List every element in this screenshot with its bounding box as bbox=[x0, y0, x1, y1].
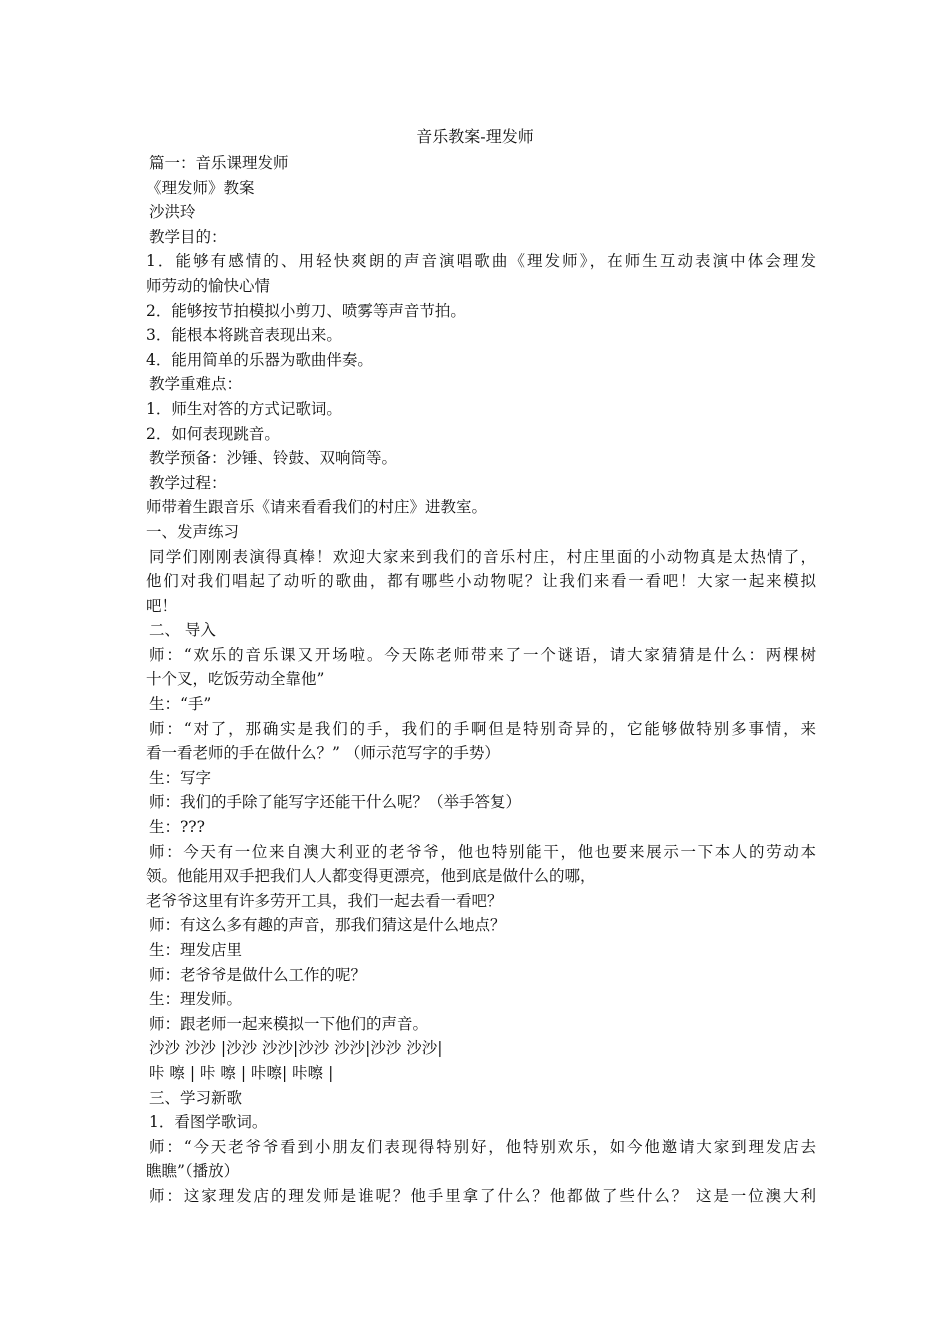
paragraph-line: 教学预备：沙锤、铃鼓、双响筒等。 bbox=[149, 449, 398, 468]
paragraph-line: 师：“对了，那确实是我们的手，我们的手啊但是特别奇异的，它能够做特别多事情，来 bbox=[149, 719, 816, 738]
paragraph-line: 师：老爷爷是做什么工作的呢？ bbox=[149, 965, 367, 984]
paragraph-line: 师带着生跟音乐《请来看看我们的村庄》进教室。 bbox=[146, 498, 488, 517]
paragraph-line: 师：我们的手除了能写字还能干什么呢？（举手答复） bbox=[149, 793, 522, 812]
paragraph-line: 生：理发师。 bbox=[149, 990, 243, 1009]
paragraph-line: 三、学习新歌 bbox=[149, 1088, 243, 1107]
paragraph-line: 教学目的： bbox=[149, 227, 227, 246]
paragraph-line: 生：理发店里 bbox=[149, 941, 243, 959]
paragraph-line: 咔 嚓 | 咔 嚓 | 咔嚓| 咔嚓 | bbox=[149, 1063, 334, 1082]
paragraph-line: 师：今天有一位来自澳大利亚的老爷爷，他也特别能干，他也要来展示一下本人的劳动本 bbox=[149, 842, 816, 861]
paragraph-line: 师劳动的愉快心情 bbox=[146, 276, 271, 295]
paragraph-line: 师：跟老师一起来模拟一下他们的声音。 bbox=[149, 1014, 429, 1033]
paragraph-line: 教学重难点： bbox=[149, 375, 243, 394]
paragraph-line: 老爷爷这里有许多劳开工具，我们一起去看一看吧？ bbox=[146, 891, 503, 910]
paragraph-line: 十个叉，吃饭劳动全靠他” bbox=[146, 670, 325, 689]
paragraph-line: 1．能够有感情的、用轻快爽朗的声音演唱歌曲《理发师》，在师生互动表演中体会理发 bbox=[146, 252, 816, 271]
paragraph-line: 1．看图学歌词。 bbox=[149, 1113, 268, 1132]
paragraph-line: 4．能用简单的乐器为歌曲伴奏。 bbox=[146, 350, 373, 369]
paragraph-line: 篇一：音乐课理发师 bbox=[149, 154, 289, 172]
paragraph-line: 教学过程： bbox=[149, 473, 227, 492]
document-body bbox=[146, 151, 816, 1209]
paragraph-line: 《理发师》教案 bbox=[146, 178, 255, 197]
paragraph-line: 沙沙 沙沙 |沙沙 沙沙|沙沙 沙沙|沙沙 沙沙| bbox=[149, 1039, 443, 1058]
paragraph-line: 生：“手” bbox=[149, 695, 212, 714]
paragraph-line: 他们对我们唱起了动听的歌曲，都有哪些小动物呢？让我们来看一看吧！大家一起来模拟 bbox=[146, 572, 816, 591]
paragraph-line: 师：“今天老爷爷看到小朋友们表现得特别好，他特别欢乐，如今他邀请大家到理发店去 bbox=[149, 1137, 816, 1156]
paragraph-line: 生：写字 bbox=[149, 768, 212, 787]
paragraph-line: 师：“欢乐的音乐课又开场啦。今天陈老师带来了一个谜语，请大家猜猜是什么：两棵树 bbox=[149, 645, 816, 664]
document-title: 音乐教案-理发师 bbox=[416, 127, 534, 146]
paragraph-line: 沙洪玲 bbox=[149, 203, 196, 222]
paragraph-line: 生：??? bbox=[149, 818, 205, 837]
paragraph-line: 看一看老师的手在做什么？” （师示范写字的手势） bbox=[146, 744, 500, 763]
paragraph-line: 师：这家理发店的理发师是谁呢？他手里拿了什么？他都做了些什么？ 这是一位澳大利 bbox=[149, 1186, 816, 1205]
paragraph-line: 吧！ bbox=[146, 596, 178, 615]
paragraph-line: 二、 导入 bbox=[149, 621, 216, 640]
paragraph-line: 2．能够按节拍模拟小剪刀、喷雾等声音节拍。 bbox=[146, 301, 466, 320]
paragraph-line: 一、发声练习 bbox=[146, 522, 240, 541]
paragraph-line: 领。他能用双手把我们人人都变得更漂亮，他到底是做什么的哪， bbox=[146, 867, 596, 886]
paragraph-line: 瞧瞧”（播放） bbox=[146, 1162, 240, 1181]
paragraph-line: 1．师生对答的方式记歌词。 bbox=[146, 399, 342, 418]
paragraph-line: 师：有这么多有趣的声音，那我们猜这是什么地点？ bbox=[149, 916, 506, 935]
paragraph-line: 2．如何表现跳音。 bbox=[146, 424, 280, 443]
paragraph-line: 3．能根本将跳音表现出来。 bbox=[146, 326, 342, 345]
paragraph-line: 同学们刚刚表演得真棒！欢迎大家来到我们的音乐村庄，村庄里面的小动物真是太热情了， bbox=[149, 547, 816, 566]
